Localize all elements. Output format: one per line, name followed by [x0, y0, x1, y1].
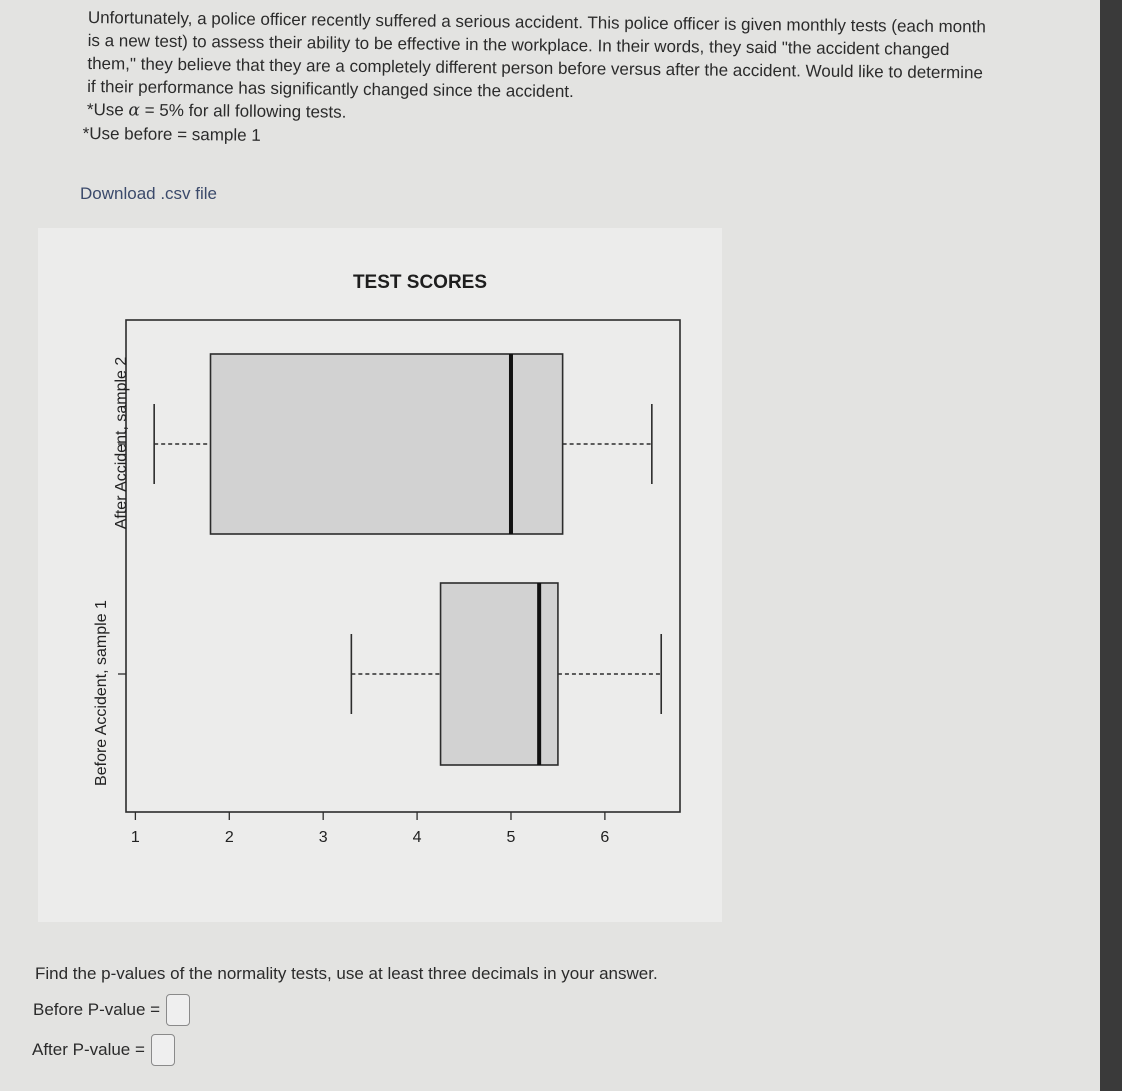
after-pvalue-row — [32, 1034, 175, 1066]
problem-line-4: if their performance has significantly changed since the accident. — [87, 76, 574, 102]
alpha-symbol: α — [128, 100, 141, 121]
plot-area — [118, 320, 680, 846]
problem-line-1: Unfortunately, a police officer recently suffered a serious accident. This police officer is given monthly tests (each month — [87, 7, 986, 37]
y-label-sample-2: After Accident, sample 2 — [113, 356, 130, 530]
before-pvalue-input[interactable] — [166, 994, 190, 1026]
x-tick-label-4: 4 — [412, 829, 422, 846]
y-label-sample-1: Before Accident, sample 1 — [93, 600, 110, 786]
x-tick-label-3: 3 — [318, 829, 328, 846]
x-tick-label-5: 5 — [506, 829, 516, 846]
alpha-suffix: = 5% for all following tests. — [139, 100, 347, 122]
problem-line-3: them," they believe that they are a completely different person before versus after the accident. Would like to determine — [87, 53, 984, 83]
chart-title: TEST SCORES — [352, 272, 488, 293]
x-tick-label-1: 1 — [130, 829, 140, 846]
download-csv-link[interactable]: Download .csv file — [80, 184, 218, 203]
after-pvalue-label: After P-value = — [32, 1040, 145, 1059]
before-pvalue-row — [33, 994, 190, 1026]
after-pvalue-input[interactable] — [151, 1034, 175, 1066]
boxplot-chart — [38, 228, 722, 922]
before-pvalue-label: Before P-value = — [33, 1000, 161, 1019]
sample-note: *Use before = sample 1 — [82, 123, 261, 145]
x-tick-label-2: 2 — [224, 829, 234, 846]
device-edge — [1100, 0, 1122, 1091]
problem-line-2: is a new test) to assess their ability to be effective in the workplace. In their words, they said "the accident changed — [87, 30, 950, 60]
boxplot-figure — [38, 228, 722, 922]
question-text: Find the p-values of the normality tests, use at least three decimals in your answer. — [35, 964, 658, 983]
x-tick-label-6: 6 — [600, 829, 610, 846]
alpha-prefix: *Use — [86, 99, 129, 120]
problem-statement — [82, 6, 1078, 156]
